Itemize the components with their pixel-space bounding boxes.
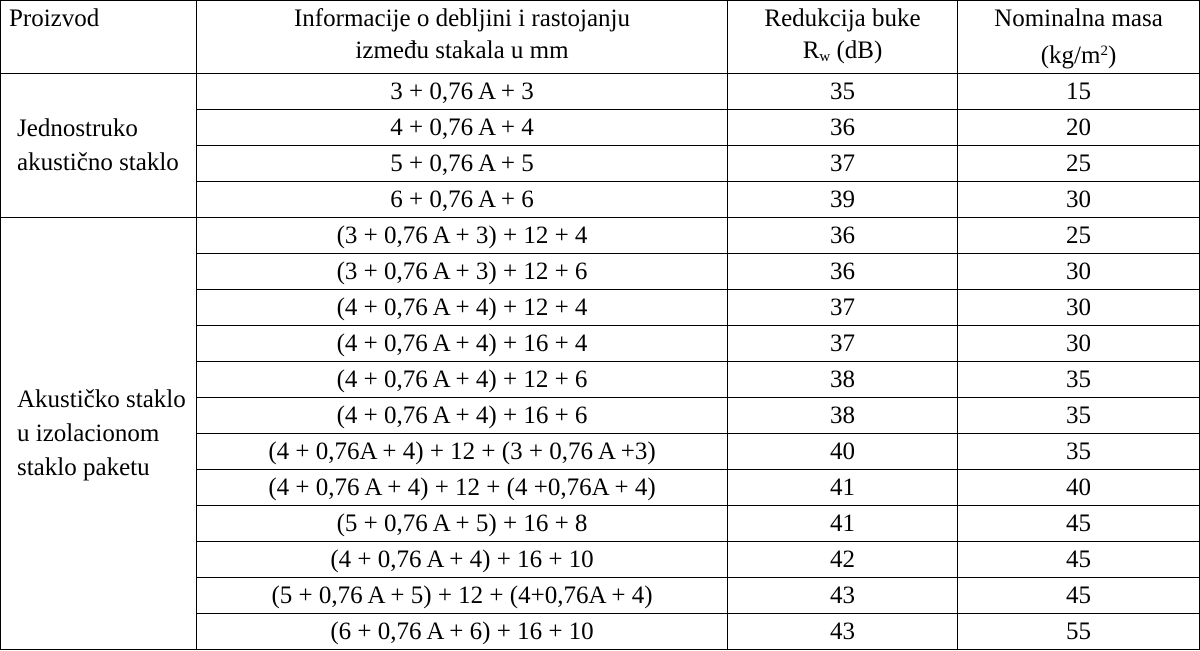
glass-info-cell: (4 + 0,76A + 4) + 12 + (3 + 0,76 A +3)	[197, 434, 728, 470]
noise-reduction-cell: 41	[728, 470, 958, 506]
header-reduction-sub: w	[819, 49, 831, 65]
glass-info-cell: 4 + 0,76 A + 4	[197, 110, 728, 146]
noise-reduction-cell: 38	[728, 362, 958, 398]
nominal-mass-cell: 30	[958, 182, 1200, 218]
glass-info-cell: (4 + 0,76 A + 4) + 12 + (4 +0,76A + 4)	[197, 470, 728, 506]
noise-reduction-cell: 38	[728, 398, 958, 434]
glass-info-cell: (4 + 0,76 A + 4) + 16 + 4	[197, 326, 728, 362]
header-info-line2: između stakala u mm	[355, 37, 569, 64]
noise-reduction-cell: 37	[728, 146, 958, 182]
glass-info-cell: (3 + 0,76 A + 3) + 12 + 4	[197, 218, 728, 254]
noise-reduction-cell: 35	[728, 74, 958, 110]
header-mass-unit-pre: (kg/m	[1040, 42, 1101, 69]
glass-info-cell: 6 + 0,76 A + 6	[197, 182, 728, 218]
table-row	[1, 74, 1200, 110]
nominal-mass-cell: 45	[958, 506, 1200, 542]
glass-info-cell: 5 + 0,76 A + 5	[197, 146, 728, 182]
noise-reduction-cell: 36	[728, 254, 958, 290]
header-info-line1: Informacije o debljini i rastojanju	[293, 5, 630, 32]
nominal-mass-cell: 35	[958, 434, 1200, 470]
header-mass-line1: Nominalna masa	[994, 5, 1163, 32]
noise-reduction-cell: 37	[728, 290, 958, 326]
header-reduction-r: R	[802, 37, 820, 64]
noise-reduction-cell: 43	[728, 578, 958, 614]
header-mass-line2	[964, 35, 1193, 72]
header-info	[197, 1, 728, 74]
header-reduction-line1: Redukcija buke	[764, 5, 921, 32]
header-nominal-mass	[958, 1, 1200, 74]
glass-info-cell: (4 + 0,76 A + 4) + 16 + 6	[197, 398, 728, 434]
header-mass-unit-sup: 2	[1100, 43, 1108, 59]
nominal-mass-cell: 35	[958, 362, 1200, 398]
glass-info-cell: (4 + 0,76 A + 4) + 16 + 10	[197, 542, 728, 578]
header-reduction-line2	[734, 35, 951, 73]
table-header	[1, 1, 1200, 74]
noise-reduction-cell: 42	[728, 542, 958, 578]
header-product: Proizvod	[1, 1, 197, 74]
nominal-mass-cell: 45	[958, 578, 1200, 614]
glass-info-cell: (4 + 0,76 A + 4) + 12 + 6	[197, 362, 728, 398]
nominal-mass-cell: 25	[958, 146, 1200, 182]
product-group-cell: Jednostruko akustično staklo	[1, 74, 197, 218]
glass-info-cell: (4 + 0,76 A + 4) + 12 + 4	[197, 290, 728, 326]
glass-info-cell: (6 + 0,76 A + 6) + 16 + 10	[197, 614, 728, 650]
table-row	[1, 218, 1200, 254]
nominal-mass-cell: 30	[958, 326, 1200, 362]
glass-info-cell: (5 + 0,76 A + 5) + 12 + (4+0,76A + 4)	[197, 578, 728, 614]
nominal-mass-cell: 40	[958, 470, 1200, 506]
table-body	[1, 74, 1200, 650]
noise-reduction-cell: 41	[728, 506, 958, 542]
nominal-mass-cell: 35	[958, 398, 1200, 434]
noise-reduction-cell: 37	[728, 326, 958, 362]
noise-reduction-cell: 43	[728, 614, 958, 650]
nominal-mass-cell: 15	[958, 74, 1200, 110]
nominal-mass-cell: 30	[958, 254, 1200, 290]
header-row	[1, 1, 1200, 74]
header-reduction-unit: (dB)	[830, 37, 883, 64]
noise-reduction-cell: 36	[728, 110, 958, 146]
glass-info-cell: (3 + 0,76 A + 3) + 12 + 6	[197, 254, 728, 290]
nominal-mass-cell: 45	[958, 542, 1200, 578]
noise-reduction-cell: 36	[728, 218, 958, 254]
nominal-mass-cell: 25	[958, 218, 1200, 254]
nominal-mass-cell: 30	[958, 290, 1200, 326]
product-group-cell: Akustičko staklo u izolacionom staklo paketu	[1, 218, 197, 650]
header-mass-unit-post: )	[1107, 42, 1117, 69]
noise-reduction-cell: 39	[728, 182, 958, 218]
nominal-mass-cell: 20	[958, 110, 1200, 146]
glass-info-cell: 3 + 0,76 A + 3	[197, 74, 728, 110]
glass-info-cell: (5 + 0,76 A + 5) + 16 + 8	[197, 506, 728, 542]
nominal-mass-cell: 55	[958, 614, 1200, 650]
header-noise-reduction	[728, 1, 958, 74]
noise-reduction-cell: 40	[728, 434, 958, 470]
